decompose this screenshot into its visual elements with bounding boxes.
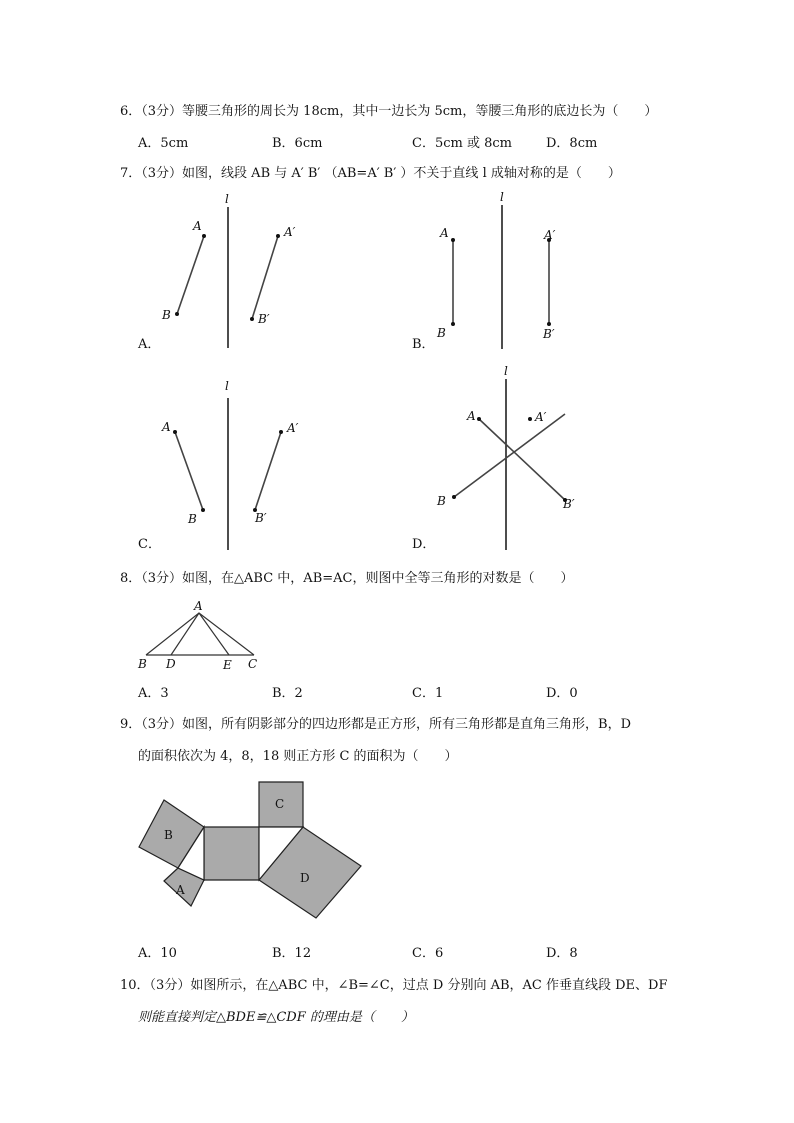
q7d-label-b: B: [437, 494, 446, 508]
q9-label-d: D: [300, 871, 310, 885]
q7a-label-l: l: [225, 192, 229, 206]
q6-option-c: C．5cm 或 8cm: [412, 136, 512, 151]
q7-option-c: C．: [138, 537, 161, 552]
q7-figure-a: [150, 190, 320, 355]
q7-option-b: B．: [412, 337, 435, 352]
q8-label-b: B: [138, 657, 147, 671]
q7-figure-c: [150, 376, 320, 552]
q7a-label-b1: B′: [258, 312, 270, 326]
q7a-label-a1: A′: [284, 225, 296, 239]
q9-option-b: B．12: [272, 946, 312, 961]
q7-option-d: D．: [412, 537, 436, 552]
q6-option-d: D．8cm: [546, 136, 598, 151]
q7d-label-b1: B′: [563, 497, 575, 511]
q8-option-c: C．1: [412, 686, 444, 701]
q7b-label-a1: A′: [544, 228, 556, 242]
q7d-label-a1: A′: [535, 410, 547, 424]
q7a-label-a: A: [193, 219, 202, 233]
q6-stem: 6．（3分）等腰三角形的周长为 18cm，其中一边长为 5cm，等腰三角形的底边长为（ ）: [120, 104, 658, 119]
q8-option-b: B．2: [272, 686, 303, 701]
q7d-label-l: l: [504, 364, 508, 378]
q9-stem-line1: 9．（3分）如图，所有阴影部分的四边形都是正方形，所有三角形都是直角三角形，B，D: [120, 717, 632, 732]
q6-option-b: B．6cm: [272, 136, 323, 151]
q7-option-a: A．: [138, 337, 161, 352]
q9-option-d: D．8: [546, 946, 578, 961]
q7-figure-d: [425, 362, 595, 552]
q7b-label-l: l: [500, 190, 504, 204]
q9-squares-figure: [130, 775, 370, 915]
q7-stem: 7．（3分）如图，线段 AB 与 A′ B′ （AB=A′ B′ ）不关于直线 l 成轴对称的是（ ）: [120, 166, 621, 181]
q7c-label-l: l: [225, 379, 229, 393]
q8-stem: 8．（3分）如图，在△ABC 中，AB=AC，则图中全等三角形的对数是（ ）: [120, 571, 574, 586]
q9-stem-line2: 的面积依次为 4，8，18 则正方形 C 的面积为（ ）: [138, 749, 458, 764]
q8-label-c: C: [248, 657, 258, 671]
q10-stem-line2: 则能直接判定△BDE≌△CDF 的理由是（ ）: [138, 1010, 414, 1025]
q8-label-d: D: [166, 657, 176, 671]
q7-figure-b: [425, 185, 595, 355]
q7b-label-b1: B′: [543, 327, 555, 341]
q7c-label-b: B: [188, 512, 197, 526]
q8-triangle-figure: [134, 598, 274, 674]
q9-option-c: C．6: [412, 946, 444, 961]
q7c-label-a1: A′: [287, 421, 299, 435]
q7c-label-b1: B′: [255, 511, 267, 525]
q9-label-c: C: [275, 797, 285, 811]
q9-label-b: B: [164, 828, 173, 842]
q8-label-a: A: [194, 599, 203, 613]
q7b-label-a: A: [440, 226, 449, 240]
q10-stem-line1: 10．（3分）如图所示，在△ABC 中，∠B=∠C，过点 D 分别向 AB，AC 作垂直线段 DE、DF: [120, 978, 668, 993]
q7c-label-a: A: [162, 420, 171, 434]
q7d-label-a: A: [467, 409, 476, 423]
q9-option-a: A．10: [138, 946, 177, 961]
q8-option-a: A．3: [138, 686, 169, 701]
q7a-label-b: B: [162, 308, 171, 322]
q9-square-center: [204, 827, 259, 880]
q8-label-e: E: [223, 658, 232, 672]
q8-option-d: D．0: [546, 686, 578, 701]
q6-option-a: A．5cm: [138, 136, 189, 151]
q7b-label-b: B: [437, 326, 446, 340]
q9-label-a: A: [176, 883, 185, 897]
